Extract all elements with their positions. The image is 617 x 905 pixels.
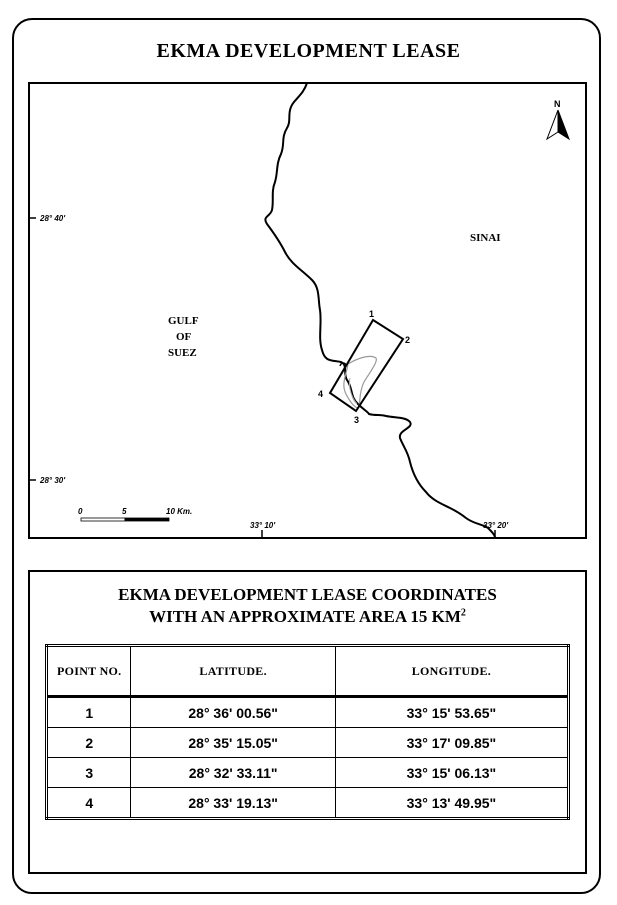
coordinates-table bbox=[45, 644, 570, 820]
cell-longitude: 33° 17' 09.85" bbox=[335, 728, 568, 758]
place-label-gulf: OF bbox=[176, 331, 192, 343]
column-header-point: POINT NO. bbox=[47, 646, 131, 697]
cell-longitude: 33° 13' 49.95" bbox=[335, 788, 568, 819]
lease-point-label: 3 bbox=[354, 415, 360, 425]
table-row bbox=[47, 788, 569, 819]
coordinates-heading-line1: EKMA DEVELOPMENT LEASE COORDINATES bbox=[118, 585, 497, 604]
cell-point: 2 bbox=[47, 728, 131, 758]
lon-tick-label: 33° 20' bbox=[483, 521, 509, 530]
place-label-gulf: GULF bbox=[168, 315, 199, 327]
table-header-row bbox=[47, 646, 569, 697]
lease-point-label: 2 bbox=[405, 335, 411, 345]
cell-point: 3 bbox=[47, 758, 131, 788]
lat-tick-label: 28° 30' bbox=[40, 476, 66, 485]
map-title: EKMA DEVELOPMENT LEASE bbox=[156, 40, 461, 62]
map-panel bbox=[28, 82, 587, 539]
place-label-sinai: SINAI bbox=[470, 232, 501, 244]
table-row bbox=[47, 728, 569, 758]
lat-tick-label: 28° 40' bbox=[40, 214, 66, 223]
scale-bar-label: 0 bbox=[78, 507, 83, 516]
place-label-gulf: SUEZ bbox=[168, 347, 197, 359]
cell-longitude: 33° 15' 06.13" bbox=[335, 758, 568, 788]
map-frame bbox=[29, 83, 586, 538]
column-header-latitude: LATITUDE. bbox=[131, 646, 335, 697]
cell-latitude: 28° 35' 15.05" bbox=[131, 728, 335, 758]
coordinates-heading-line2 bbox=[28, 607, 587, 627]
cell-point: 4 bbox=[47, 788, 131, 819]
cell-latitude: 28° 32' 33.11" bbox=[131, 758, 335, 788]
cell-latitude: 28° 36' 00.56" bbox=[131, 697, 335, 728]
scale-bar bbox=[81, 518, 169, 521]
cell-longitude: 33° 15' 53.65" bbox=[335, 697, 568, 728]
column-header-longitude: LONGITUDE. bbox=[335, 646, 568, 697]
coordinates-heading-text: WITH AN APPROXIMATE AREA 15 KM bbox=[149, 607, 461, 626]
table-row bbox=[47, 758, 569, 788]
scale-bar-label: 5 bbox=[122, 507, 127, 516]
lease-point-label: 4 bbox=[318, 389, 324, 399]
map-canvas bbox=[28, 82, 587, 539]
north-label: N bbox=[554, 99, 561, 109]
lon-tick-label: 33° 10' bbox=[250, 521, 276, 530]
table-row bbox=[47, 697, 569, 728]
cell-latitude: 28° 33' 19.13" bbox=[131, 788, 335, 819]
cell-point: 1 bbox=[47, 697, 131, 728]
scale-bar-label: 10 Km. bbox=[166, 507, 193, 516]
lease-point-label: 1 bbox=[369, 309, 375, 319]
coordinates-heading-sup: 2 bbox=[460, 607, 466, 619]
